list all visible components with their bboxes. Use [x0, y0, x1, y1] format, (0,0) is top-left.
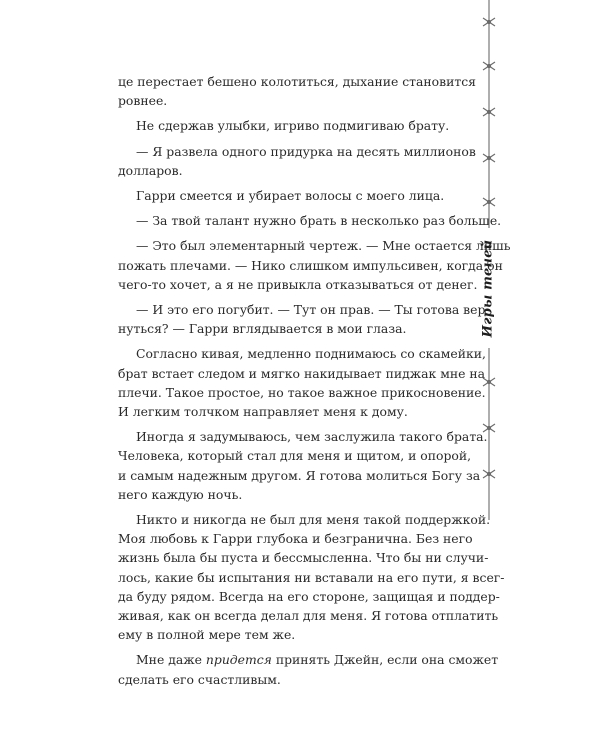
text-line: Человека, который стал для меня и щитом, и опорой, [118, 448, 472, 464]
paragraph [118, 142, 476, 180]
text-line: да буду рядом. Всегда на его стороне, защищая и поддер- [118, 588, 500, 604]
text-line: Согласно кивая, медленно поднимаюсь со скамейки, [136, 346, 486, 362]
text-line: це перестает бешено колотиться, дыхание становится [118, 74, 476, 89]
text-line: — Я развела одного придурка на десять миллионов [136, 143, 476, 159]
text-line: чего-то хочет, а я не привыкла отказываться от денег. [118, 276, 478, 292]
paragraph [118, 510, 505, 644]
book-title-text: Игры теней [480, 239, 496, 337]
text-line: И легким толчком направляет меня к дому. [118, 404, 408, 420]
text-line [118, 670, 440, 689]
text-line: Гарри смеется и убирает волосы с моего лица. [136, 188, 445, 204]
text-run: Мне даже [136, 652, 206, 668]
paragraph [118, 116, 450, 135]
barbed-wire-decoration [472, 0, 512, 750]
text-line: брат встает следом и мягко накидывает пиджак мне на [118, 365, 486, 381]
text-line: ровнее. [118, 93, 168, 109]
text-line: — За твой талант нужно брать в несколько раз больше. [136, 213, 502, 229]
text-line: — И это его погубит. — Тут он прав. — Ты готова вер- [136, 302, 490, 318]
paragraph [118, 72, 476, 110]
text-line: и самым надежным другом. Я готова молиться Богу за [118, 467, 481, 483]
paragraph [118, 650, 499, 688]
text-run: принять Джейн, если она сможет [271, 652, 499, 668]
text-line [118, 650, 499, 669]
text-line: нуться? — Гарри вглядывается в мои глаза. [118, 321, 407, 337]
text-line: Иногда я задумываюсь, чем заслужила такого брата. [136, 429, 488, 445]
emphasized-word: придется [205, 652, 272, 668]
text-line: ему в полной мере тем же. [118, 627, 296, 643]
text-line: пожать плечами. — Нико слишком импульсивен, когда он [118, 257, 503, 273]
paragraph [118, 427, 488, 504]
text-line: плечи. Такое простое, но такое важное прикосновение. [118, 384, 486, 400]
text-run: сделать его счастливым. [118, 671, 281, 687]
text-line: — Это был элементарный чертеж. — Мне остается лишь [136, 238, 511, 254]
text-line: него каждую ночь. [118, 486, 243, 502]
running-book-title [476, 236, 500, 340]
text-line: Никто и никогда не был для меня такой поддержкой. [136, 512, 491, 528]
paragraph [118, 186, 445, 205]
text-line: живая, как он всегда делал для меня. Я готова отплатить [118, 608, 499, 624]
text-line: долларов. [118, 162, 183, 178]
paragraph [118, 211, 502, 230]
paragraph [118, 344, 486, 421]
text-line: лось, какие бы испытания ни вставали на его пути, я всег- [118, 569, 505, 585]
text-line: жизнь была бы пуста и бессмысленна. Что бы ни случи- [118, 550, 489, 566]
text-line: Не сдержав улыбки, игриво подмигиваю брату. [136, 118, 450, 134]
text-line: Моя любовь к Гарри глубока и безгранична. Без него [118, 531, 473, 547]
paragraph [118, 300, 490, 338]
